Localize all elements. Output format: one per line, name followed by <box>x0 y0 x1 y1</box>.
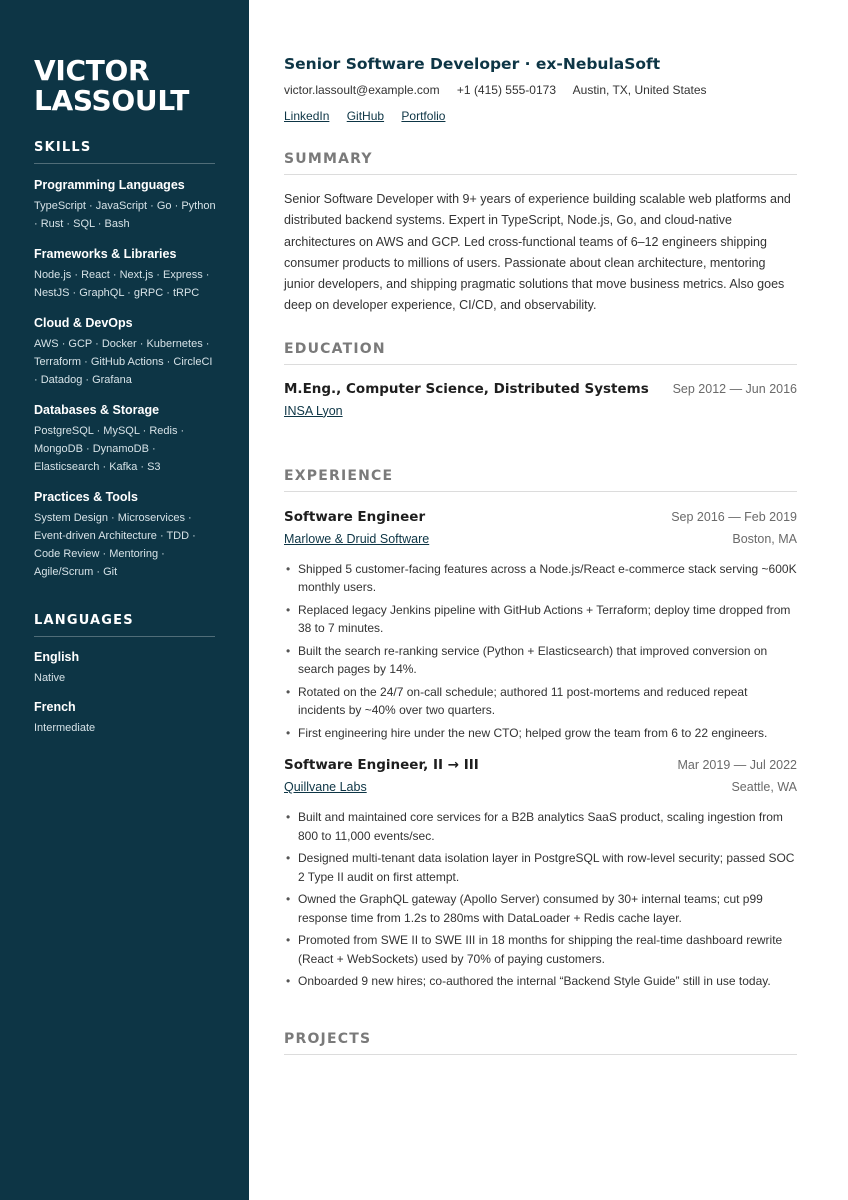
contact-row <box>284 82 797 98</box>
location-text: Austin, TX, United States <box>572 83 707 97</box>
language-name: English <box>34 650 80 664</box>
skill-group-title: Practices & Tools <box>34 490 138 504</box>
experience-heading: EXPERIENCE <box>284 468 797 492</box>
bullet-item: • Promoted from SWE II to SWE III in 18 months for shipping the real-time dashboard rewrite (React + WebSockets) used by 70% of paying customers. <box>284 931 797 968</box>
bullet-item: • Shipped 5 customer-facing features across a Node.js/React e-commerce stack serving ~600K monthly users. <box>284 560 797 597</box>
skill-group-items: AWS · GCP · Docker · Kubernetes · Terraform · GitHub Actions · CircleCI · Datadog · Grafana <box>34 338 213 386</box>
skill-group-items: TypeScript · JavaScript · Go · Python · Rust · SQL · Bash <box>34 200 216 230</box>
skill-group-title: Cloud & DevOps <box>34 316 133 330</box>
bullet-item: • First engineering hire under the new CTO; helped grow the team from 6 to 22 engineers. <box>284 724 797 743</box>
skill-group <box>34 315 215 389</box>
education-entry <box>284 381 797 418</box>
profile-links <box>284 108 797 124</box>
skill-group-items: Node.js · React · Next.js · Express · NestJS · GraphQL · gRPC · tRPC <box>34 269 210 299</box>
job-location: Seattle, WA <box>731 780 797 795</box>
email-text: victor.lassoult@example.com <box>284 83 440 97</box>
bullet-item: • Designed multi-tenant data isolation layer in PostgreSQL with row-level security; passed SOC 2 Type II audit on first attempt. <box>284 849 797 886</box>
school-link[interactable]: INSA Lyon <box>284 403 343 418</box>
job-bullets <box>284 560 797 743</box>
skill-group <box>34 177 215 233</box>
job-dates: Sep 2016 — Feb 2019 <box>671 509 797 524</box>
phone-text: +1 (415) 555-0173 <box>456 83 556 97</box>
summary-heading: SUMMARY <box>284 151 797 175</box>
skill-group-title: Databases & Storage <box>34 403 160 417</box>
company-link[interactable]: Marlowe & Druid Software <box>284 531 430 546</box>
job-title: Software Engineer <box>284 508 426 525</box>
skill-group-title: Frameworks & Libraries <box>34 247 177 261</box>
name-last: LASSOULT <box>34 84 190 117</box>
linkedin-link[interactable]: LinkedIn <box>284 109 330 123</box>
language-item <box>34 699 215 735</box>
education-dates: Sep 2012 — Jun 2016 <box>672 381 797 396</box>
headline: Senior Software Developer · ex-NebulaSoft <box>284 55 661 73</box>
skill-group <box>34 489 215 581</box>
job-entry <box>284 757 797 991</box>
summary-text: Senior Software Developer with 9+ years of experience building scalable web platforms and distributed backend systems. Expert in TypeScript, Node.js, Go, and cloud-native architectures on AWS and GCP. Led cross-functional teams of 6–12 engineers shipping consumer products to millions of users. Passionate about clean architecture, mentoring junior developers, and shipping pragmatic solutions that move business metrics. Also goes deep on developer experience, CI/CD, and observability. <box>284 192 791 313</box>
name-first: VICTOR <box>34 54 150 87</box>
language-level: Intermediate <box>34 722 96 734</box>
language-item <box>34 649 215 685</box>
language-name: French <box>34 700 76 714</box>
main-content <box>284 54 797 1055</box>
portfolio-link[interactable]: Portfolio <box>401 109 446 123</box>
skill-group-items: PostgreSQL · MySQL · Redis · MongoDB · DynamoDB · Elasticsearch · Kafka · S3 <box>34 425 185 473</box>
sidebar <box>0 0 249 1200</box>
language-level: Native <box>34 672 66 684</box>
bullet-item: • Built and maintained core services for a B2B analytics SaaS product, scaling ingestion from 800 to 11,000 events/sec. <box>284 808 797 845</box>
bullet-item: • Onboarded 9 new hires; co-authored the internal “Backend Style Guide” still in use today. <box>284 972 797 991</box>
skill-group <box>34 402 215 476</box>
job-title: Software Engineer, II → III <box>284 757 479 774</box>
job-location: Boston, MA <box>732 531 797 546</box>
job-dates: Mar 2019 — Jul 2022 <box>677 758 797 773</box>
skill-group-title: Programming Languages <box>34 178 185 192</box>
company-link[interactable]: Quillvane Labs <box>284 780 367 795</box>
languages-heading: LANGUAGES <box>34 613 215 637</box>
skill-group-items: System Design · Microservices · Event-driven Architecture · TDD · Code Review · Mentoring · Agile/Scrum · Git <box>34 512 196 578</box>
degree-title: M.Eng., Computer Science, Distributed Systems <box>284 380 649 397</box>
bullet-item: • Rotated on the 24/7 on-call schedule; authored 11 post-mortems and reduced repeat incidents by ~40% over two quarters. <box>284 683 797 720</box>
education-heading: EDUCATION <box>284 341 797 365</box>
candidate-name <box>34 56 215 116</box>
github-link[interactable]: GitHub <box>346 109 385 123</box>
bullet-item: • Built the search re-ranking service (Python + Elasticsearch) that improved conversion on search pages by 14%. <box>284 642 797 679</box>
bullet-item: • Replaced legacy Jenkins pipeline with GitHub Actions + Terraform; deploy time dropped from 38 to 7 minutes. <box>284 601 797 638</box>
bullet-item: • Owned the GraphQL gateway (Apollo Server) consumed by 30+ internal teams; cut p99 response time from 1.2s to 280ms with DataLoader + Redis cache layer. <box>284 890 797 927</box>
skills-heading: SKILLS <box>34 140 215 164</box>
job-bullets <box>284 808 797 991</box>
job-entry <box>284 509 797 743</box>
projects-heading: PROJECTS <box>284 1031 797 1055</box>
skill-group <box>34 246 215 302</box>
